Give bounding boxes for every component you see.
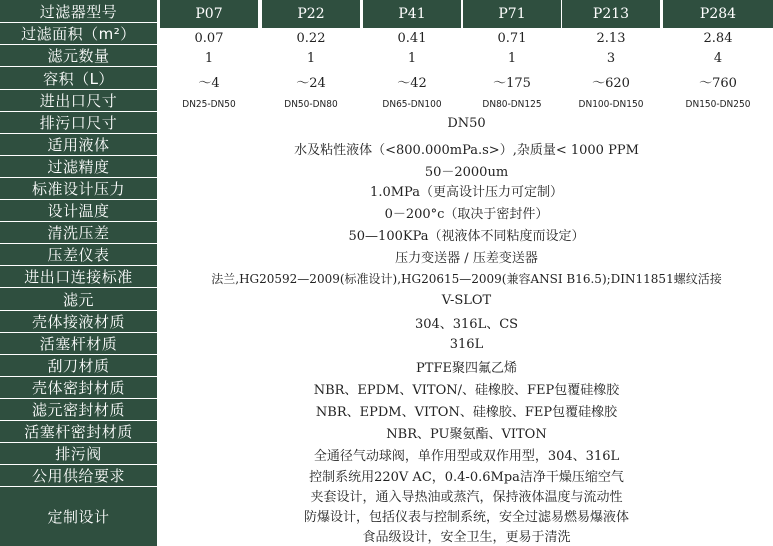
label-drain-size: 排污口尺寸 — [0, 112, 157, 134]
label-temperature: 设计温度 — [0, 200, 157, 222]
shell-material-value: 304、316L、CS — [414, 316, 519, 332]
area-value: 2.13 — [596, 30, 626, 46]
port-size-value: DN65-DN100 — [382, 98, 442, 110]
element-count-value: 1 — [204, 50, 214, 66]
area-value: 0.71 — [497, 30, 527, 46]
label-element: 滤元 — [0, 288, 157, 311]
label-rod-material: 活塞杆材质 — [0, 333, 157, 355]
area-value: 0.41 — [397, 30, 427, 46]
label-element-count: 滤元数量 — [0, 45, 157, 67]
label-drain-valve: 排污阀 — [0, 443, 157, 465]
model-header: P284 — [663, 0, 773, 28]
label-area: 过滤面积（m²） — [0, 23, 157, 45]
custom-line: 食品级设计，安全卫生，更易于清洗 — [362, 529, 571, 545]
custom-line: 夹套设计，通入导热油或蒸汽，保持液体温度与流动性 — [310, 490, 623, 506]
utility-and-custom-block — [160, 465, 773, 546]
port-size-value: DN25-DN50 — [182, 98, 236, 110]
volume-value: ～42 — [397, 75, 427, 91]
label-volume: 容积（L） — [0, 67, 157, 90]
model-header: P71 — [463, 0, 561, 28]
volume-value: ～24 — [296, 75, 326, 91]
dp-instrument-value: 压力变送器 / 压差变送器 — [395, 250, 538, 266]
pressure-value: 1.0MPa（更高设计压力可定制） — [370, 184, 563, 200]
utility-value: 控制系统用220V AC，0.4-0.6Mpa洁净干燥压缩空气 — [309, 470, 624, 486]
model-header: P41 — [363, 0, 461, 28]
scraper-material-value: PTFE聚四氟乙烯 — [416, 360, 517, 376]
drain-valve-value: 全通径气动球阀，单作用型或双作用型，304、316L — [313, 448, 620, 464]
precision-value: 50－2000um — [424, 164, 509, 180]
volume-value: ～620 — [592, 75, 630, 91]
port-size-value: DN100-DN150 — [578, 98, 644, 110]
area-value: 2.84 — [703, 30, 733, 46]
label-connection: 进出口连接标准 — [0, 266, 157, 288]
label-element-seal: 滤元密封材质 — [0, 399, 157, 421]
volume-value: ～4 — [198, 75, 220, 91]
label-rod-seal: 活塞杆密封材质 — [0, 421, 157, 443]
volume-value: ～175 — [493, 75, 531, 91]
label-clean-dp: 清洗压差 — [0, 222, 157, 244]
rod-seal-value: NBR、PU聚氨酯、VITON — [386, 426, 547, 442]
connection-value: 法兰,HG20592—2009(标准设计),HG20615—2009(兼容ANSI B16.5);DIN11851螺纹活接 — [211, 271, 722, 286]
label-liquid: 适用液体 — [0, 134, 157, 156]
port-size-value: DN50-DN80 — [284, 98, 338, 110]
model-header: P213 — [562, 0, 660, 28]
drain-size-value: DN50 — [447, 115, 486, 131]
label-dp-instrument: 压差仪表 — [0, 244, 157, 266]
label-model: 过滤器型号 — [0, 0, 157, 23]
area-value: 0.22 — [296, 30, 326, 46]
volume-value: ～760 — [699, 75, 737, 91]
label-shell-material: 壳体接液材质 — [0, 311, 157, 333]
clean-dp-value: 50—100KPa（视液体不同粘度而设定） — [348, 228, 585, 244]
label-utility: 公用供给要求 — [0, 465, 157, 487]
element-count-value: 1 — [306, 50, 316, 66]
temperature-value: 0－200°c（取决于密封件） — [384, 206, 549, 222]
label-pressure: 标准设计压力 — [0, 178, 157, 200]
label-shell-seal: 壳体密封材质 — [0, 377, 157, 399]
element-seal-value: NBR、EPDM、VITON、硅橡胶、FEP包覆硅橡胶 — [315, 404, 618, 420]
label-port-size: 进出口尺寸 — [0, 90, 157, 112]
port-size-value: DN150-DN250 — [685, 98, 751, 110]
port-size-value: DN80-DN125 — [482, 98, 542, 110]
area-value: 0.07 — [194, 30, 224, 46]
element-type-value: V-SLOT — [441, 292, 492, 308]
label-precision: 过滤精度 — [0, 156, 157, 178]
element-count-value: 4 — [713, 50, 723, 66]
rod-material-value: 316L — [449, 336, 484, 352]
label-custom: 定制设计 — [0, 487, 157, 546]
model-header: P07 — [160, 0, 258, 28]
model-header: P22 — [262, 0, 360, 28]
custom-line: 防爆设计，包括仪表与控制系统，安全过滤易燃易爆液体 — [303, 509, 629, 525]
liquid-value: 水及粘性液体（<800.000mPa.s>）,杂质量< 1000 PPM — [294, 142, 639, 158]
element-count-value: 1 — [407, 50, 417, 66]
shell-seal-value: NBR、EPDM、VITON/、硅橡胶、FEP包覆硅橡胶 — [313, 382, 620, 398]
element-count-value: 1 — [507, 50, 517, 66]
label-scraper-material: 刮刀材质 — [0, 355, 157, 377]
element-count-value: 3 — [606, 50, 616, 66]
